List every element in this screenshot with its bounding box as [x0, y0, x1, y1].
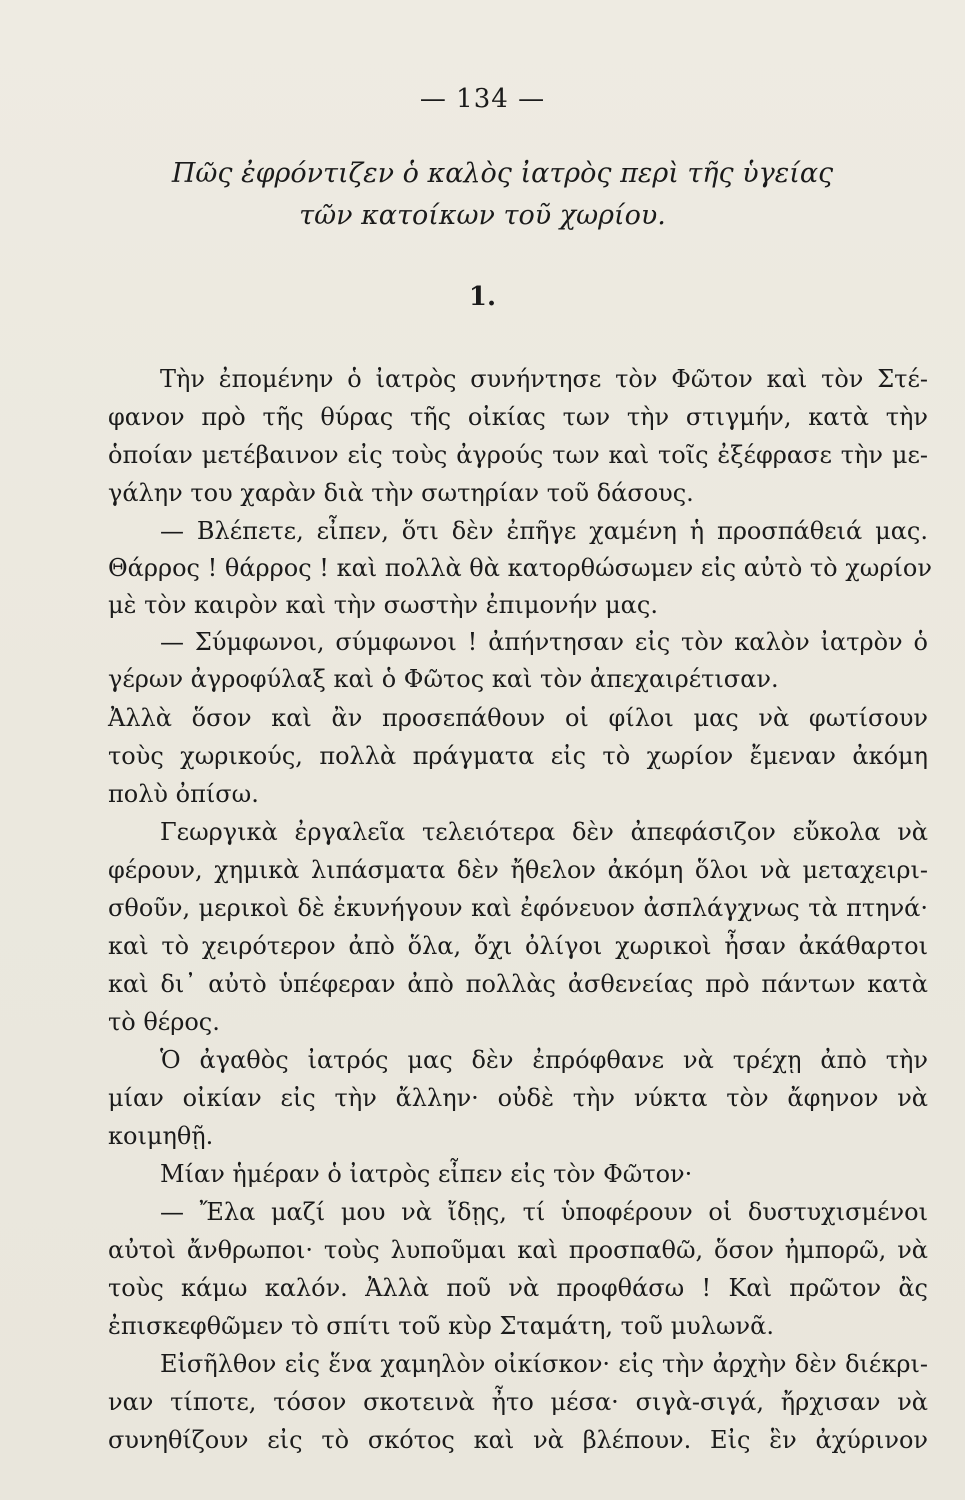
page-number: — 134 — [419, 84, 546, 114]
text-line: Γεωργικὰ ἐργαλεῖα τελειότερα δὲν ἀπεφάσιζον εὔκολα νὰ [160, 818, 928, 846]
text-line: κοιμηθῇ. [108, 1122, 214, 1150]
text-line: τοὺς χωρικούς, πολλὰ πράγματα εἰς τὸ χωρίον ἔμεναν ἀκόμη [108, 742, 928, 770]
text-line: Μίαν ἡμέραν ὁ ἰατρὸς εἶπεν εἰς τὸν Φῶτον· [160, 1160, 693, 1188]
chapter-title-line-2: τῶν κατοίκων τοῦ χωρίου. [299, 200, 666, 231]
section-number: 1. [468, 282, 497, 312]
text-line: αὐτοὶ ἄνθρωποι· τοὺς λυποῦμαι καὶ προσπαθῶ, ὅσον ἠμπορῶ, νὰ [108, 1236, 928, 1264]
text-line: φανον πρὸ τῆς θύρας τῆς οἰκίας των τὴν στιγμήν, κατὰ τὴν [108, 403, 928, 431]
dialogue-line: — Σύμφωνοι, σύμφωνοι ! ἀπήντησαν εἰς τὸν καλὸν ἰατρὸν ὁ [160, 628, 928, 656]
text-line: Τὴν ἐπομένην ὁ ἰατρὸς συνήντησε τὸν Φῶτον καὶ τὸν Στέ- [160, 365, 928, 393]
dialogue-line: — Ἔλα μαζί μου νὰ ἴδῃς, τί ὑποφέρουν οἱ δυστυχισμένοι [160, 1198, 928, 1226]
text-line: Ἀλλὰ ὅσον καὶ ἂν προσεπάθουν οἱ φίλοι μας νὰ φωτίσουν [108, 704, 928, 732]
text-line: σθοῦν, μερικοὶ δὲ ἐκυνήγουν καὶ ἐφόνευον ἀσπλάγχνως τὰ πτηνά· [108, 894, 928, 922]
text-line: φέρουν, χημικὰ λιπάσματα δὲν ἤθελον ἀκόμη ὅλοι νὰ μεταχειρι- [108, 856, 928, 884]
text-line: ὁποίαν μετέβαινον εἰς τοὺς ἀγρούς των καὶ τοῖς ἐξέφρασε τὴν με- [108, 441, 928, 469]
text-line: γέρων ἀγροφύλαξ καὶ ὁ Φῶτος καὶ τὸν ἀπεχαιρέτισαν. [108, 665, 779, 693]
text-line: ναν τίποτε, τόσον σκοτεινὰ ἦτο μέσα· σιγὰ-σιγά, ἤρχισαν νὰ [108, 1388, 928, 1416]
text-line: ἐπισκεφθῶμεν τὸ σπίτι τοῦ κὺρ Σταμάτη, τοῦ μυλωνᾶ. [108, 1312, 774, 1340]
text-line: μίαν οἰκίαν εἰς τὴν ἄλλην· οὐδὲ τὴν νύκτα τὸν ἄφηνον νὰ [108, 1084, 928, 1112]
text-line: καὶ δι᾽ αὐτὸ ὑπέφεραν ἀπὸ πολλὰς ἀσθενείας πρὸ πάντων κατὰ [108, 970, 928, 998]
dialogue-line: — Βλέπετε, εἶπεν, ὅτι δὲν ἐπῆγε χαμένη ἡ προσπάθειά μας. [160, 517, 928, 545]
text-line: τὸ θέρος. [108, 1008, 220, 1036]
text-line: πολὺ ὀπίσω. [108, 780, 259, 808]
text-line: μὲ τὸν καιρὸν καὶ τὴν σωστὴν ἐπιμονήν μας. [108, 591, 658, 619]
text-line: καὶ τὸ χειρότερον ἀπὸ ὅλα, ὄχι ὀλίγοι χωρικοὶ ἦσαν ἀκάθαρτοι [108, 932, 928, 960]
text-line: Εἰσῆλθον εἰς ἕνα χαμηλὸν οἰκίσκον· εἰς τὴν ἀρχὴν δὲν διέκρι- [160, 1350, 928, 1378]
text-line: συνηθίζουν εἰς τὸ σκότος καὶ νὰ βλέπουν. Εἰς ἓν ἀχύρινον [108, 1426, 928, 1454]
chapter-title-line-1: Πῶς ἐφρόντιζεν ὁ καλὸς ἰατρὸς περὶ τῆς ὑγείας [171, 158, 834, 189]
text-line: γάλην του χαρὰν διὰ τὴν σωτηρίαν τοῦ δάσους. [108, 479, 694, 507]
text-line: Ὁ ἀγαθὸς ἰατρός μας δὲν ἐπρόφθανε νὰ τρέχῃ ἀπὸ τὴν [160, 1046, 928, 1074]
text-line: τοὺς κάμω καλόν. Ἀλλὰ ποῦ νὰ προφθάσω ! Καὶ πρῶτον ἂς [108, 1274, 928, 1302]
text-line: Θάρρος ! θάρρος ! καὶ πολλὰ θὰ κατορθώσωμεν εἰς αὐτὸ τὸ χωρίον [108, 554, 932, 582]
